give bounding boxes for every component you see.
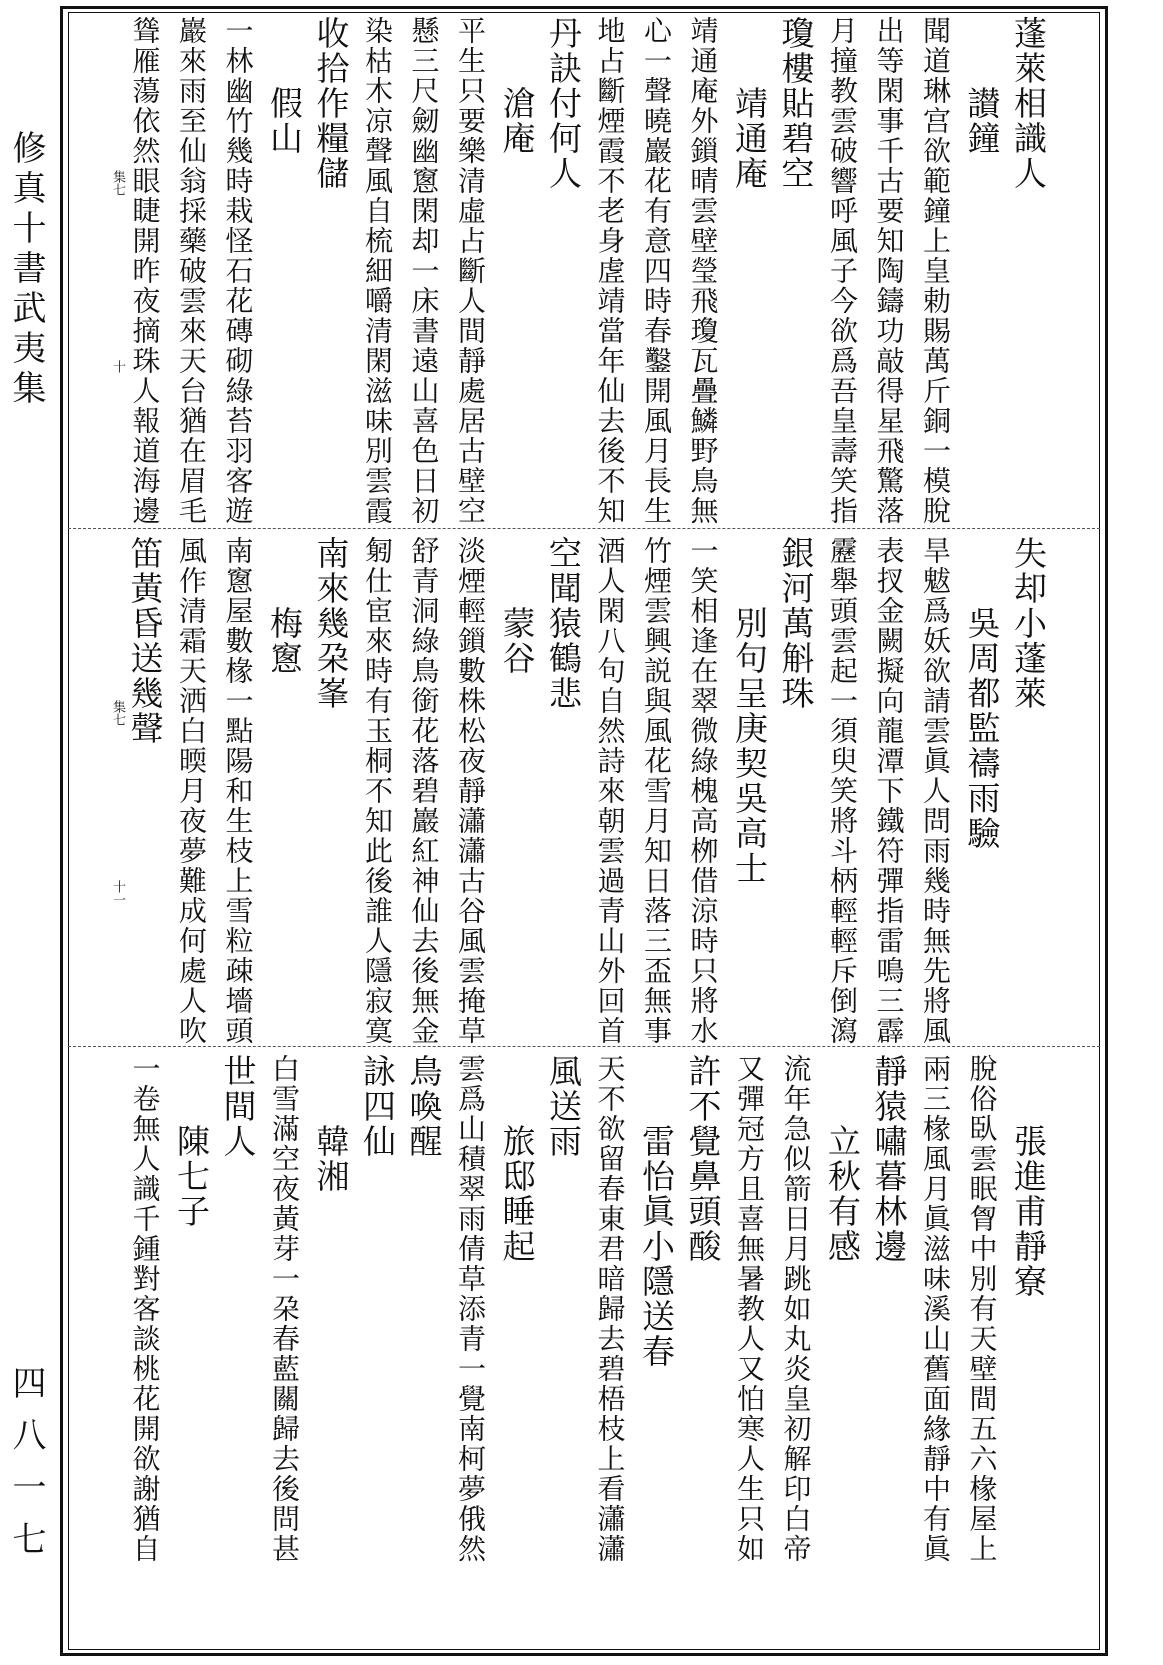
- text-column: 立秋有感: [823, 1054, 862, 1264]
- text-column: 月撞教雲破響呼風子今欲爲吾皇壽笑指: [826, 16, 859, 526]
- juan-mark-top: 集七: [110, 170, 125, 196]
- text-column: 巖來雨至仙翁採藥破雲來天台猶在眉毛: [175, 16, 208, 526]
- text-column: 蒙谷: [497, 536, 537, 676]
- text-column: 酒人閑八句自然詩來朝雲過青山外回首: [593, 536, 627, 1046]
- text-column: 許不覺鼻頭酸: [683, 1054, 723, 1264]
- text-column: 地占斷煙霞不老身虗靖當年仙去後不知: [593, 16, 627, 526]
- text-column: 出等閑事千古要知陶鑄功敲得星飛驚落: [872, 16, 906, 526]
- folio-mark-top: 十: [110, 360, 125, 373]
- text-column: 靜猿嘯暮林邊: [869, 1054, 909, 1264]
- text-column: 笛黃昏送幾聲: [125, 536, 165, 746]
- text-column: 流年急似箭日月跳如丸炎皇初解印白帝: [779, 1054, 813, 1564]
- text-column: 丹訣付何人: [544, 16, 583, 191]
- text-column: 一林幽竹幾時栽怪石花磚砌綠苔羽客遊: [221, 16, 255, 526]
- text-column: 南窻屋數椽一點陽和生枝上雪粒疎墻頭: [221, 536, 255, 1046]
- text-column: 懸三尺劒幽窻閑却一床書遠山喜色日初: [407, 16, 441, 526]
- text-column: 白雪滿空夜黃芽一朶春藍關歸去後問甚: [268, 1054, 301, 1564]
- text-column: 世間人: [218, 1054, 258, 1159]
- text-column: 風送雨: [544, 1054, 583, 1159]
- text-column: 染枯木凉聲風自梳細嚼清閑滋味別雲霞: [361, 16, 394, 526]
- block-divider-upper: [68, 528, 1100, 529]
- text-column: 一笑相逢在翠微綠槐高栁借涼時只將水: [686, 536, 720, 1046]
- text-column: 讃鐘: [962, 16, 1002, 156]
- text-column: 脫俗臥雲眠胷中別有天壁間五六椽屋上: [965, 1054, 999, 1564]
- text-column: 空聞猿鶴悲: [544, 536, 583, 711]
- text-column: 一卷無人識千鍾對客談桃花開欲謝猶自: [128, 1054, 162, 1564]
- margin-page-number: 四八一七: [6, 1365, 46, 1573]
- text-column: 張進甫靜寮: [1009, 1054, 1048, 1299]
- text-column: 假山: [265, 16, 304, 156]
- text-column: 雷怡眞小隱送春: [637, 1054, 676, 1369]
- text-column: 舒青洞綠鳥銜花落碧巖紅神仙去後無金: [407, 536, 441, 1046]
- text-column: 韓湘: [311, 1054, 351, 1194]
- text-column: 滄庵: [497, 16, 537, 156]
- text-column: 銀河萬斛珠: [776, 536, 816, 711]
- text-column: 聞道琳宫欲範鐘上皇勅賜萬斤銅一模脫: [919, 16, 952, 526]
- text-column: 收拾作糧儲: [311, 16, 351, 191]
- text-column: 靂舉頭雲起一須臾笑將斗柄輕輕斥倒瀉: [826, 536, 859, 1046]
- text-column: 失却小蓬萊: [1009, 536, 1048, 711]
- text-column: 雲爲山積翠雨倩草添青一覺南柯夢俄然: [454, 1054, 487, 1564]
- text-column: 靖通庵外鎻晴雲壁瑩飛瓊瓦疊鱗野鳥無: [686, 16, 720, 526]
- text-column: 靖通庵: [730, 16, 769, 191]
- block-divider-lower: [68, 1046, 1100, 1047]
- text-column: 陳七子: [172, 1054, 211, 1229]
- text-column: 別句呈庚契吳高士: [730, 536, 769, 886]
- text-column: 心一聲曉巖花有意四時春鑿開風月長生: [640, 16, 673, 526]
- text-column: 平生只要樂清虛占斷人間靜處居古壁空: [454, 16, 487, 526]
- text-column: 天不欲留春東君暗歸去碧梧枝上看瀟瀟: [593, 1054, 627, 1564]
- text-column: 風作清霜天洒白㬉月夜夢難成何處人吹: [175, 536, 208, 1046]
- text-column: 鳥喚醒: [404, 1054, 444, 1159]
- text-column: 兩三椽風月眞滋味溪山舊面緣靜中有眞: [919, 1054, 952, 1564]
- text-column: 竹煙雲興説與風花雪月知日落三盃無事: [640, 536, 673, 1046]
- text-column: 旱魃爲妖欲請雲眞人問雨幾時無先將風: [919, 536, 952, 1046]
- text-column: 又彈冠方且喜無暑教人又怕寒人生只如: [733, 1054, 766, 1564]
- juan-mark-mid: 集七: [110, 700, 125, 726]
- text-column: 旅邸睡起: [497, 1054, 537, 1264]
- text-column: 梅窻: [265, 536, 304, 676]
- text-column: 蓬萊相識人: [1009, 16, 1048, 191]
- text-column: 詠四仙: [358, 1054, 397, 1159]
- text-column: 聳雁蕩依然眼睫開昨夜摘珠人報道海邊: [128, 16, 162, 526]
- text-column: 南來幾朶峯: [311, 536, 351, 711]
- text-column: 表扠金闕擬向龍潭下鐵符彈指雷鳴三霹: [872, 536, 906, 1046]
- text-column: 吳周都監禱雨驗: [962, 536, 1002, 851]
- text-column: 淡煙輕鎻數株松夜靜瀟瀟古谷風雲掩草: [454, 536, 487, 1046]
- margin-book-title: 修真十書武夷集: [6, 130, 46, 410]
- text-column: 瓊樓貼碧空: [776, 16, 816, 191]
- text-column: 匑仕宦來時有玉桐不知此後誰人隱寂寞: [361, 536, 394, 1046]
- folio-mark-mid: 十一: [110, 880, 125, 906]
